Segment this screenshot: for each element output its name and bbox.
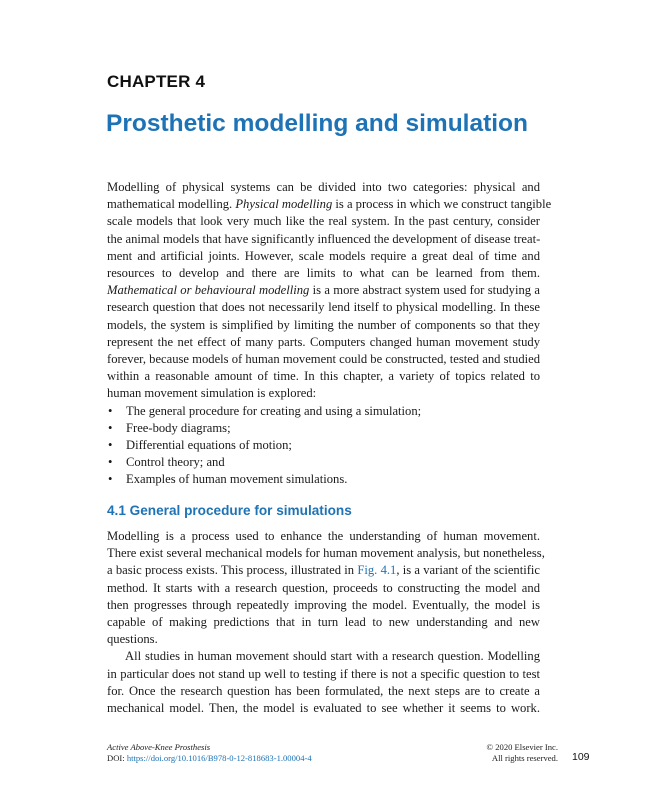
emphasis-mathematical-modelling: Mathematical or behavioural modelling bbox=[107, 283, 310, 298]
text-line: represent the net effect of many parts. Computers changed human movement study bbox=[107, 334, 540, 349]
doi-link[interactable]: https://doi.org/10.1016/B978-0-12-818683-1.00004-4 bbox=[126, 753, 312, 763]
bullet-icon: • bbox=[108, 455, 113, 470]
footer-copyright bbox=[480, 742, 558, 764]
list-item: • Differential equations of motion; bbox=[107, 437, 540, 454]
text-line: ment and artificial joints. However, scale models require a great deal of time and bbox=[107, 248, 540, 263]
rights-text: All rights reserved. bbox=[491, 753, 558, 763]
text-line: then progresses through repeatedly improving the model. Eventually, the model is bbox=[107, 597, 540, 612]
text-line: research question that does not necessarily lend itself to physical modelling. In these bbox=[107, 300, 540, 315]
text-line: resources to develop and there are limits to what can be learned from them. bbox=[107, 265, 540, 280]
text-line: within a reasonable amount of time. In this chapter, a variety of topics related to bbox=[107, 369, 540, 384]
text-line: scale models that look very much like the real system. In the past century, consider bbox=[107, 214, 540, 229]
text-line: method. It starts with a research question, proceeds to constructing the model and bbox=[107, 580, 540, 595]
text-line: mathematical modelling. Physical modelling is a process in which we construct tangible bbox=[107, 197, 552, 212]
text-line: the animal models that have significantly influenced the development of disease treat- bbox=[107, 231, 541, 246]
section-heading: 4.1 General procedure for simulations bbox=[107, 503, 352, 518]
list-item: • Control theory; and bbox=[107, 454, 540, 471]
bullet-icon: • bbox=[108, 403, 113, 418]
book-title: Active Above-Knee Prosthesis bbox=[107, 742, 211, 752]
text-line: human movement simulation is explored: bbox=[107, 386, 317, 401]
copyright-text: © 2020 Elsevier Inc. bbox=[486, 742, 558, 752]
bullet-icon: • bbox=[108, 437, 113, 452]
chapter-label: CHAPTER 4 bbox=[107, 72, 206, 91]
text-line: mechanical model. Then, the model is evaluated to see whether it seems to work. bbox=[107, 700, 540, 715]
list-item: • Examples of human movement simulations. bbox=[107, 471, 540, 488]
text-line: Modelling of physical systems can be divided into two categories: physical and bbox=[107, 180, 540, 194]
text-line: There exist several mechanical models for human movement analysis, but nonetheless, bbox=[107, 546, 545, 561]
section-paragraph-2 bbox=[107, 648, 540, 717]
bullet-icon: • bbox=[108, 472, 113, 487]
text-line: Modelling is a process used to enhance the understanding of human movement. bbox=[107, 529, 540, 543]
text-line: All studies in human movement should start with a research question. Modelling bbox=[125, 649, 540, 664]
list-item: • Free-body diagrams; bbox=[107, 420, 540, 437]
bullet-icon: • bbox=[108, 420, 113, 435]
text-line: a basic process exists. This process, illustrated in Fig. 4.1, is a variant of the scientific bbox=[107, 563, 541, 578]
text-line: Mathematical or behavioural modelling is a more abstract system used for studying a bbox=[107, 283, 540, 298]
emphasis-physical-modelling: Physical modelling bbox=[235, 197, 333, 212]
footer-citation: Active Above-Knee Prosthesis DOI: https://doi.org/10.1016/B978-0-12-818683-1.00004-4 bbox=[107, 742, 312, 763]
topic-list bbox=[107, 403, 540, 489]
intro-paragraph bbox=[107, 179, 552, 402]
text-line: in particular does not stand up well to testing if there is not a specific question to test bbox=[107, 666, 540, 681]
chapter-title: Prosthetic modelling and simulation bbox=[106, 110, 528, 137]
text-line: models, the system is simplified by limiting the number of components so that they bbox=[107, 317, 540, 332]
text-line: for. Once the research question has been formulated, the next steps are to create a bbox=[107, 683, 540, 698]
text-line: questions. bbox=[107, 632, 158, 647]
text-line: forever, because models of human movement could be constructed, tested and studied bbox=[107, 351, 540, 366]
text-line: capable of making predictions that in turn lead to new understanding and new bbox=[107, 614, 540, 629]
page-number: 109 bbox=[572, 751, 590, 763]
figure-link[interactable]: Fig. 4.1 bbox=[357, 563, 397, 578]
list-item: • The general procedure for creating and using a simulation; bbox=[107, 403, 540, 420]
section-paragraph-1 bbox=[107, 528, 545, 648]
